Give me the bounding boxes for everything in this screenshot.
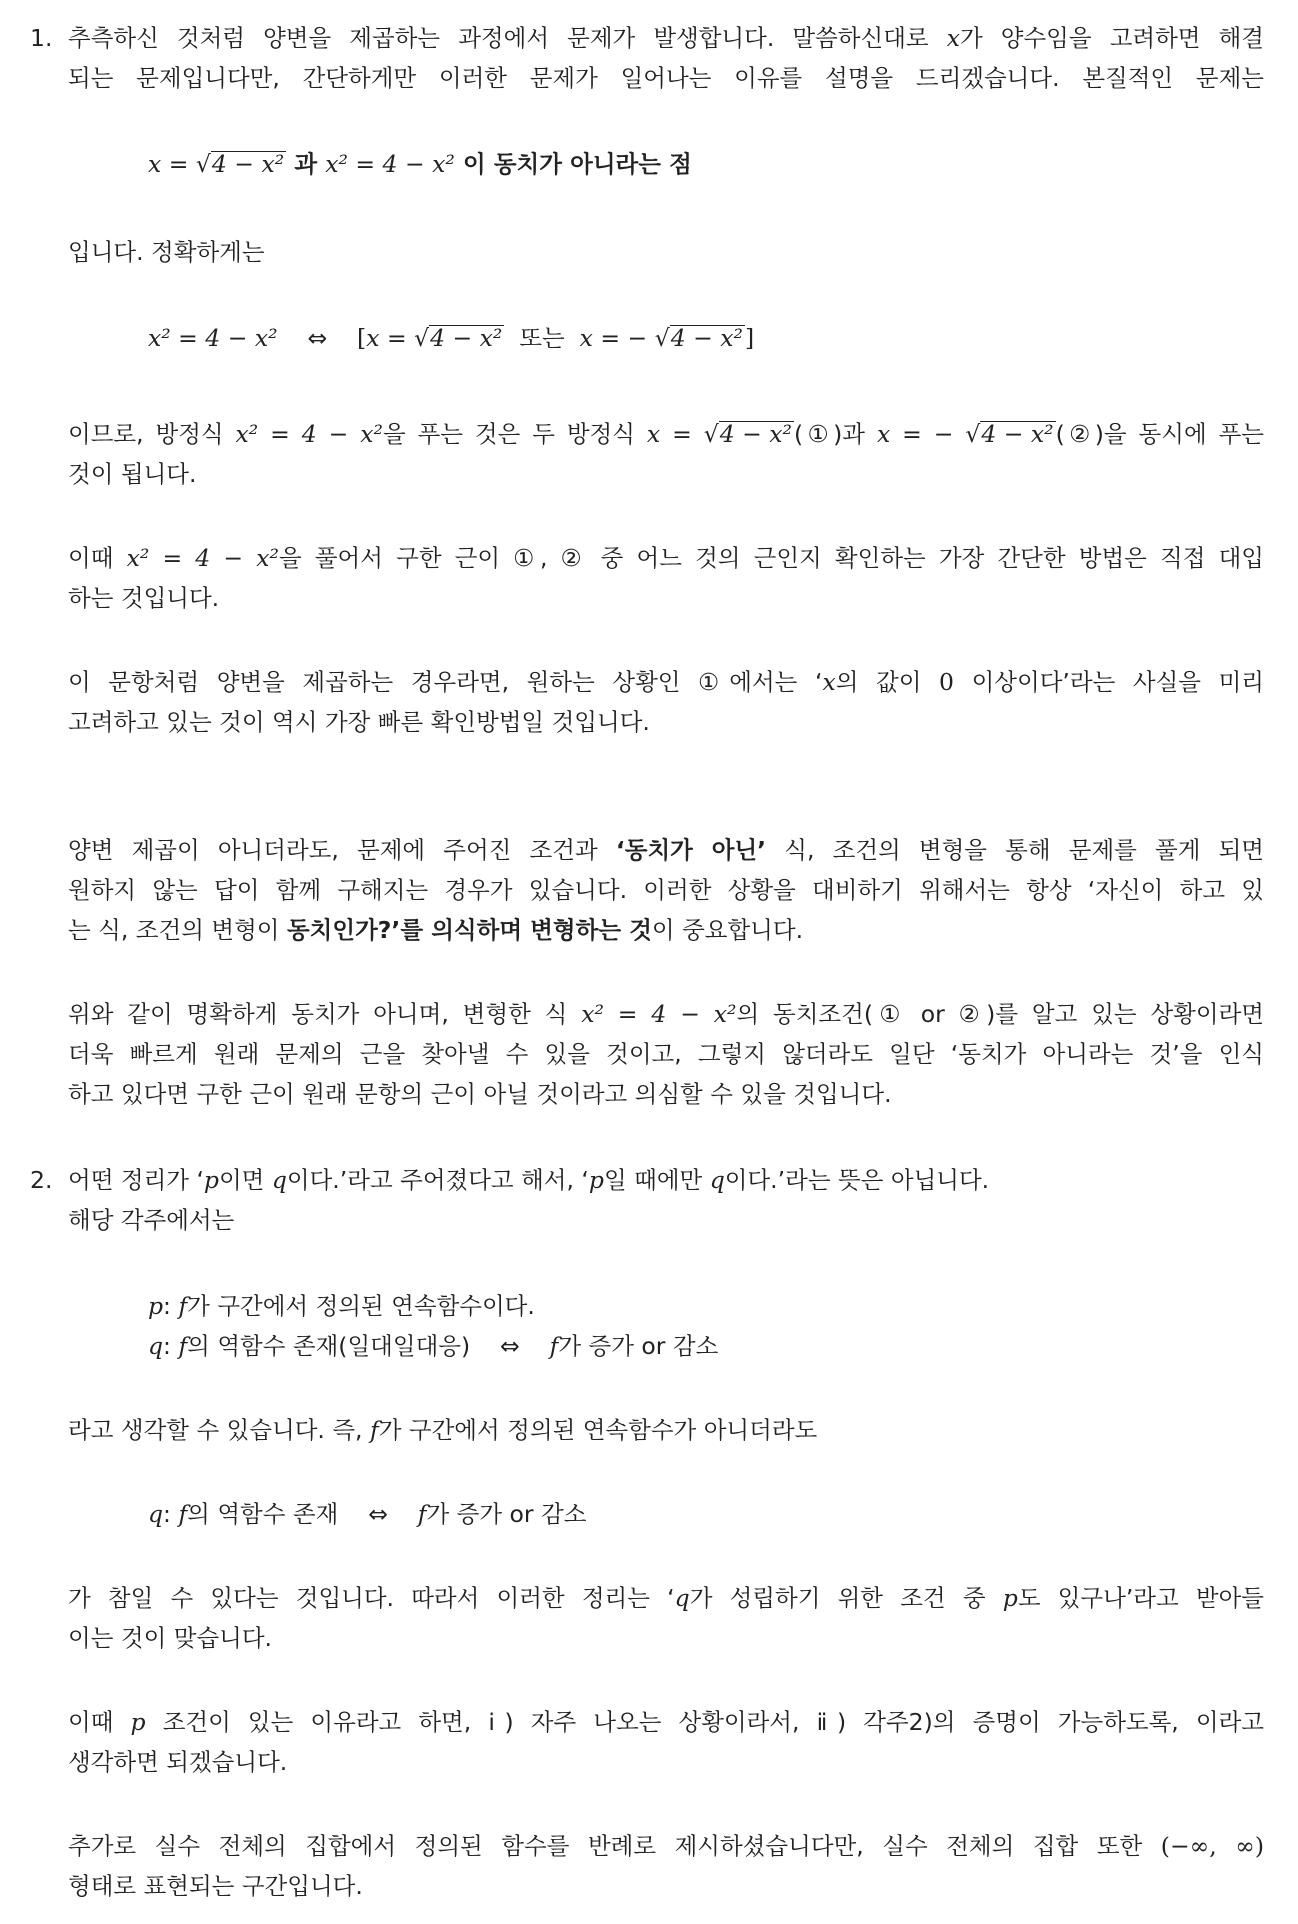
paragraph-line: 고려하고 있는 것이 역시 가장 빠른 확인방법일 것입니다. — [68, 708, 650, 736]
paragraph-line: 해당 각주에서는 — [68, 1206, 235, 1234]
paragraph-line: 하는 것입니다. — [68, 584, 220, 612]
paragraph-line: 이 문항처럼 양변을 제곱하는 경우라면, 원하는 상황인 ①에서는 ‘x의 값이 0 이상이다’라는 사실을 미리 — [68, 668, 1264, 696]
paragraph-line: 라고 생각할 수 있습니다. 즉, f가 구간에서 정의된 연속함수가 아니더라도 — [68, 1416, 818, 1444]
paragraph-line: 어떤 정리가 ‘p이면 q이다.’라고 주어졌다고 해서, ‘p일 때에만 q이다.’라는 뜻은 아닙니다. — [68, 1166, 990, 1194]
definition-q: q: f의 역함수 존재(일대일대응) ⇔ f가 증가 or 감소 — [148, 1332, 719, 1360]
paragraph-line: 이때 p 조건이 있는 이유라고 하면, ⅰ) 자주 나오는 상황이라서, ⅱ) 각주2)의 증명이 가능하도록, 이라고 — [68, 1708, 1264, 1736]
paragraph-line: 이므로, 방정식 x² = 4 − x²을 푸는 것은 두 방정식 x = √4 − x²(①)과 x = − √4 − x²(②)을 동시에 푸는 — [68, 420, 1264, 448]
definition-p: p: f가 구간에서 정의된 연속함수이다. — [148, 1292, 535, 1320]
item-number-2: 2. — [30, 1166, 53, 1194]
paragraph-line: 원하지 않는 답이 함께 구해지는 경우가 있습니다. 이러한 상황을 대비하기 위해서는 항상 ‘자신이 하고 있 — [68, 876, 1264, 904]
paragraph-line: 형태로 표현되는 구간입니다. — [68, 1872, 363, 1900]
paragraph-line: 하고 있다면 구한 근이 원래 문항의 근이 아닐 것이라고 의심할 수 있을 것입니다. — [68, 1080, 892, 1108]
paragraph-line: 생각하면 되겠습니다. — [68, 1748, 288, 1776]
paragraph-line: 이는 것이 맞습니다. — [68, 1624, 273, 1652]
paragraph-line: 입니다. 정확하게는 — [68, 238, 265, 266]
paragraph-line: 는 식, 조건의 변형이 동치인가?’를 의식하며 변형하는 것이 중요합니다. — [68, 916, 804, 944]
paragraph-line: 추가로 실수 전체의 집합에서 정의된 함수를 반례로 제시하셨습니다만, 실수 전체의 집합 또한 (−∞, ∞) — [68, 1832, 1264, 1860]
paragraph-line: 더욱 빠르게 원래 문제의 근을 찾아낼 수 있을 것이고, 그렇지 않더라도 일단 ‘동치가 아니라는 것’을 인식 — [68, 1040, 1264, 1068]
item-number-1: 1. — [30, 24, 53, 52]
paragraph-line: 가 참일 수 있다는 것입니다. 따라서 이러한 정리는 ‘q가 성립하기 위한 조건 중 p도 있구나’라고 받아들 — [68, 1584, 1265, 1612]
paragraph-line: 추측하신 것처럼 양변을 제곱하는 과정에서 문제가 발생합니다. 말씀하신대로 x가 양수임을 고려하면 해결 — [68, 24, 1264, 52]
paragraph-line: 되는 문제입니다만, 간단하게만 이러한 문제가 일어나는 이유를 설명을 드리겠습니다. 본질적인 문제는 — [68, 64, 1264, 92]
formula-line: x = √4 − x² 과 x² = 4 − x² 이 동치가 아니라는 점 — [148, 150, 692, 178]
paragraph-line: 위와 같이 명확하게 동치가 아니며, 변형한 식 x² = 4 − x²의 동치조건(① or ②)를 알고 있는 상황이라면 — [68, 1000, 1264, 1028]
paragraph-line: 양변 제곱이 아니더라도, 문제에 주어진 조건과 ‘동치가 아닌’ 식, 조건의 변형을 통해 문제를 풀게 되면 — [68, 836, 1264, 864]
formula-line: x² = 4 − x² ⇔ [x = √4 − x² 또는 x = − √4 − x²] — [148, 324, 755, 352]
definition-q-2: q: f의 역함수 존재 ⇔ f가 증가 or 감소 — [148, 1500, 587, 1528]
paragraph-line: 이때 x² = 4 − x²을 풀어서 구한 근이 ①, ② 중 어느 것의 근인지 확인하는 가장 간단한 방법은 직접 대입 — [68, 544, 1264, 572]
paragraph-line: 것이 됩니다. — [68, 460, 197, 488]
